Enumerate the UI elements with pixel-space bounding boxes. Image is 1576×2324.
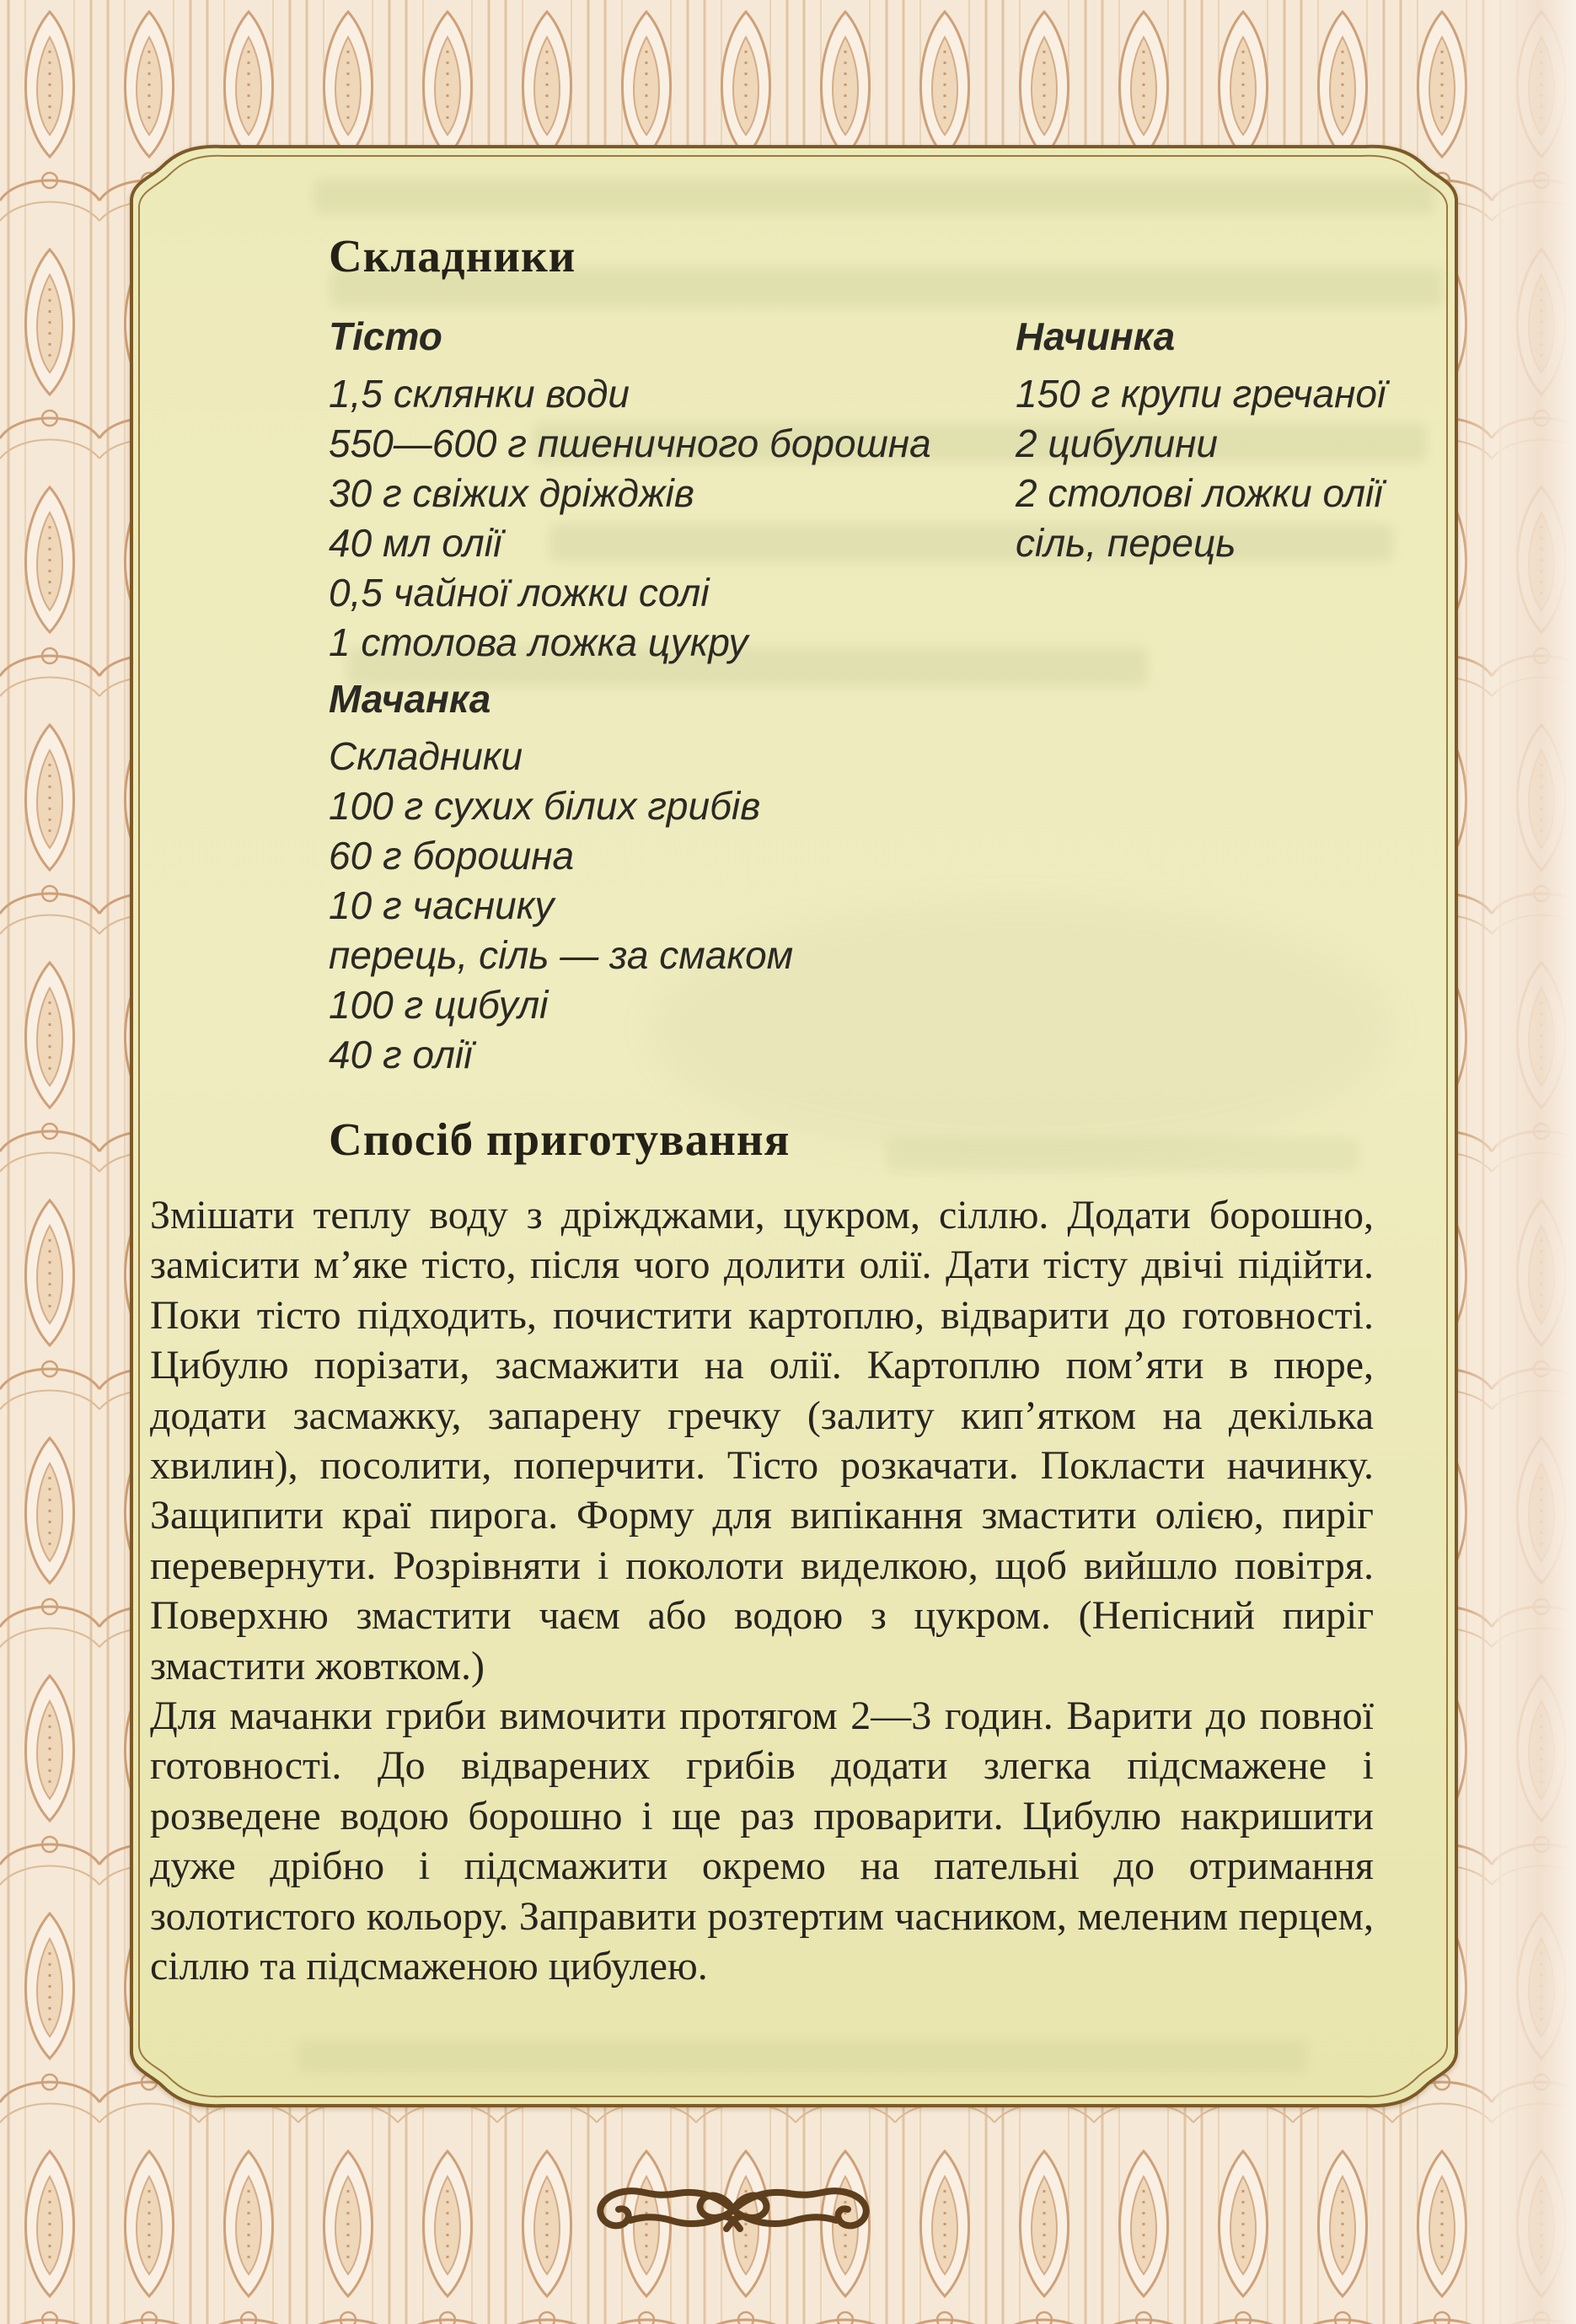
ingredients-right-column <box>1016 312 1386 568</box>
ingredient-line: 60 г борошна <box>329 834 575 878</box>
ingredient-line: 40 мл олії <box>329 521 502 565</box>
method-text <box>150 1190 1374 1992</box>
ingredient-line: 2 столові ложки олії <box>1016 471 1383 515</box>
machanka-subtitle: Складники <box>329 734 523 778</box>
page-edge-shading <box>1458 0 1576 2324</box>
method-paragraph: Змішати теплу воду з дріжджами, цукром, сіллю. Додати борошно, замісити м’яке тісто, після чого долити олії. Дати тісту двічі підійти. Поки тісто підходить, почистити картоплю, відварити до готовності. Цибулю порізати, засмажити на олії. Картоплю пом’яти в пюре, додати засмажку, запарену гречку (залиту кип’ятком на декілька хвилин), посолити, поперчити. Тісто розкачати. Покласти начинку. Защипити краї пирога. Форму для випікання змастити олією, пиріг перевернути. Розрівняти і поколоти виделкою, щоб вийшло повітря. Поверхню змастити чаєм або водою з цукром. (Непісний пиріг змастити жовтком.) <box>150 1193 1374 1688</box>
ingredient-line: 1,5 склянки води <box>329 372 630 416</box>
ingredient-line: 100 г сухих білих грибів <box>329 784 761 828</box>
ingredients-title: Складники <box>329 230 576 282</box>
ingredient-line: 2 цибулини <box>1016 421 1219 465</box>
ingredient-line: 30 г свіжих дріжджів <box>329 471 694 515</box>
ingredient-line: перець, сіль — за смаком <box>329 933 794 977</box>
ingredient-line: 40 г олії <box>329 1033 473 1076</box>
ingredient-line: сіль, перець <box>1016 521 1236 565</box>
method-paragraph: Для мачанки гриби вимочити протягом 2—3 годин. Варити до повної готовності. До відварених грибів додати злегка підсмажене і розведене водою борошно і ще раз проварити. Цибулю накришити дуже дрібно і підсмажити окремо на пательні до отримання золотистого кольору. Заправити розтертим часником, меленим перцем, сіллю та підсмаженою цибулею. <box>150 1693 1374 1989</box>
machanka-title: Мачанка <box>329 677 491 721</box>
dough-title: Тісто <box>329 314 442 358</box>
ingredient-line: 0,5 чайної ложки солі <box>329 571 710 615</box>
ingredient-line: 1 столова ложка цукру <box>329 620 748 664</box>
ingredient-line: 150 г крупи гречаної <box>1016 372 1386 416</box>
flourish-ornament-icon <box>590 2180 876 2239</box>
recipe-panel <box>128 143 1460 2109</box>
ingredients-left-column <box>329 312 931 1080</box>
ingredient-line: 10 г часнику <box>329 883 555 927</box>
ingredient-line: 100 г цибулі <box>329 983 549 1027</box>
ingredient-line: 550—600 г пшеничного борошна <box>329 421 931 465</box>
method-title: Спосіб приготування <box>329 1114 791 1165</box>
filling-title: Начинка <box>1016 314 1176 358</box>
